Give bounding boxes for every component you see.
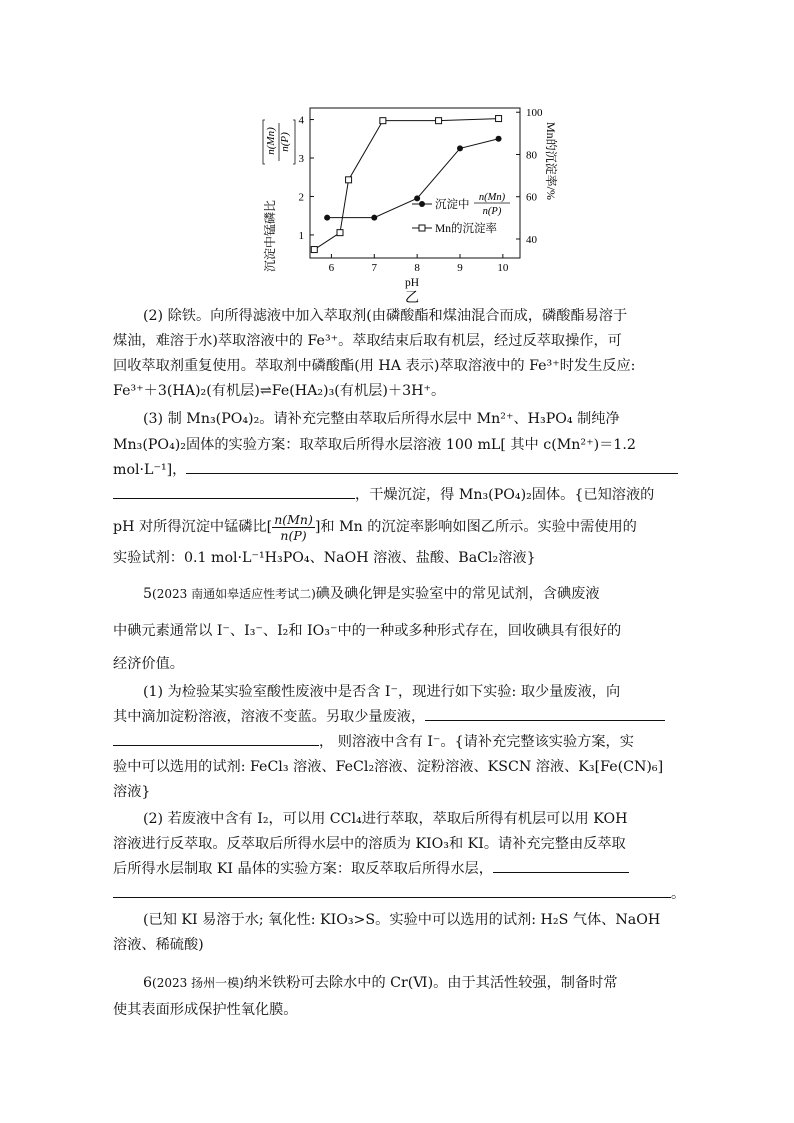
- left-axis-frac-num: n(Mn): [265, 127, 277, 155]
- legend-label-ratio: 沉淀中: [435, 199, 470, 211]
- x-axis-label: pH: [404, 277, 420, 289]
- q5-intro2: 中碘元素通常以 I⁻、I₃⁻、I₂和 IO₃⁻中的一种或多种形式存在，回收碘具有很好的: [113, 623, 622, 639]
- legend-label-rate: Mn的沉淀率: [435, 223, 497, 235]
- y-right-tick-label: 100: [526, 107, 543, 120]
- q4-part2-line1: (2) 除铁。向所得滤液中加入萃取剂(由磷酸酯和煤油混合而成，磷酸酯易溶于: [143, 308, 628, 324]
- y-left-tick-label: 2: [298, 191, 304, 204]
- answer-blank[interactable]: [186, 459, 678, 474]
- frac-denominator: n(P): [280, 527, 307, 543]
- data-point: [311, 247, 317, 253]
- q6-line1: 纳米铁粉可去除水中的 Cr(Ⅵ)。由于其活性较强，制备时常: [243, 975, 618, 991]
- data-point: [496, 116, 502, 122]
- q4-part3-line5-post: ]和 Mn 的沉淀率影响如图乙所示。实验中需使用的: [314, 519, 637, 535]
- answer-blank[interactable]: [493, 858, 629, 873]
- q4-part3-line4-text: ，干燥沉淀，得 Mn₃(PO₄)₂固体。{已知溶液的: [355, 487, 655, 503]
- q4-part2-line3: 回收萃取剂重复使用。萃取剂中磷酸酯(用 HA 表示)萃取溶液中的 Fe³⁺时发生反应:: [113, 358, 636, 374]
- q5-part1-line3-text: ， 则溶液中含有 I⁻。{请补充完整该实验方案，实: [319, 734, 634, 750]
- q4-part3-line3-text: mol·L⁻¹]，: [113, 462, 187, 478]
- q5-intro1: 碘及碘化钾是实验室中的常见试剂，含碘废液: [315, 586, 600, 602]
- q5-header: [113, 583, 713, 605]
- x-tick-label: 10: [497, 262, 509, 274]
- q6-source: (2023 扬州一模): [152, 976, 244, 990]
- mn-p-ratio-fraction: [272, 512, 315, 543]
- data-point: [436, 118, 442, 124]
- q6-header: [113, 972, 713, 994]
- q5-number: 5: [143, 586, 153, 602]
- data-point: [457, 145, 463, 151]
- q4-part3-line1: (3) 制 Mn₃(PO₄)₂。请补充完整由萃取后所得水层中 Mn²⁺、H₃PO₄ 制纯净: [143, 411, 620, 427]
- q5-part2-end: 。: [671, 886, 686, 902]
- q4-part3-line4: [113, 484, 683, 506]
- y-right-tick-label: 80: [526, 149, 537, 162]
- frac-numerator: n(Mn): [274, 511, 313, 527]
- q4-part2-line4: Fe³⁺＋3(HA)₂(有机层)⇌Fe(HA₂)₃(有机层)＋3H⁺。: [113, 383, 446, 399]
- q4-part3-line5-pre: pH 对所得沉淀中锰磷比[: [113, 519, 273, 535]
- q4-part3-line6: 实验试剂：0.1 mol·L⁻¹H₃PO₄、NaOH 溶液、盐酸、BaCl₂溶液}: [113, 550, 536, 566]
- q5-part2-note2: 溶液、稀硫酸): [113, 937, 204, 953]
- y-left-tick-label: 4: [298, 114, 304, 127]
- q5-part2-line1: (2) 若废液中含有 I₂，可以用 CCl₄进行萃取，萃取后所得有机层可以用 KOH: [143, 811, 628, 827]
- x-tick-label: 8: [414, 262, 420, 274]
- q5-part1-line1: (1) 为检验某实验室酸性废液中是否含 I⁻，现进行如下实验: 取少量废液，向: [143, 684, 621, 700]
- y-left-tick-label: 3: [298, 153, 304, 165]
- y-left-tick-label: 1: [298, 229, 304, 242]
- legend-marker-rate: [419, 225, 425, 231]
- axis-ticks: [299, 107, 544, 274]
- x-tick-label: 6: [328, 262, 335, 274]
- q5-part1-line5: 溶液}: [113, 784, 151, 800]
- q5-part2-note1: (已知 KI 易溶于水; 氧化性: KIO₃>S。实验中可以选用的试剂: H₂S 气体、NaOH: [143, 912, 661, 928]
- left-axis-label: [262, 120, 295, 272]
- x-tick-label: 9: [457, 262, 463, 274]
- q5-part2-line4: [113, 883, 686, 905]
- q5-intro3: 经济价值。: [113, 656, 184, 672]
- data-point: [346, 177, 352, 183]
- q4-part3-line3: [113, 459, 683, 481]
- q4-part3-line5: [113, 508, 683, 546]
- chart-caption: 乙: [405, 291, 419, 306]
- q5-part1-line2: [113, 706, 683, 728]
- data-point: [337, 230, 343, 236]
- data-point: [414, 195, 420, 201]
- left-axis-frac-den: n(P): [279, 132, 291, 152]
- q5-part1-line4: 验中可以选用的试剂: FeCl₃ 溶液、FeCl₂溶液、淀粉溶液、KSCN 溶液、K₃[Fe(CN)₆]: [113, 759, 664, 775]
- answer-blank[interactable]: [113, 484, 355, 499]
- legend-marker-ratio: [419, 201, 425, 207]
- q5-part2-line3: [113, 858, 683, 880]
- q5-source: (2023 南通如皋适应性考试二): [152, 587, 316, 601]
- q5-part2-line2: 溶液进行反萃取。反萃取后所得水层中的溶质为 KIO₃和 KI。请补充完整由反萃取: [113, 836, 626, 852]
- legend-frac-den: n(P): [482, 206, 502, 217]
- chart-figure: [262, 106, 558, 306]
- q5-part1-line2-text: 其中滴加淀粉溶液，溶液不变蓝。另取少量废液，: [113, 709, 426, 725]
- left-axis-label-prefix: 沉淀中锰磷比: [263, 199, 277, 273]
- data-point: [380, 118, 386, 124]
- y-right-tick-label: 60: [526, 191, 537, 204]
- right-axis-label: Mn的沉淀率/%: [544, 121, 558, 201]
- series-line-0: [327, 139, 498, 218]
- y-right-tick-label: 40: [526, 233, 537, 246]
- legend-frac-num: n(Mn): [478, 192, 506, 203]
- q5-part1-line3: [113, 731, 683, 753]
- answer-blank[interactable]: [113, 731, 319, 746]
- answer-blank[interactable]: [113, 883, 671, 898]
- data-point: [496, 136, 502, 142]
- q4-part3-line2: Mn₃(PO₄)₂固体的实验方案：取萃取后所得水层溶液 100 mL[ 其中 c(Mn²⁺)＝1.2: [113, 437, 636, 453]
- q6-line2: 使其表面形成保护性氧化膜。: [113, 1002, 298, 1018]
- q5-part2-line3-text: 后所得水层制取 KI 晶体的实验方案：取反萃取后所得水层，: [113, 861, 493, 877]
- data-point: [371, 215, 377, 221]
- q6-number: 6: [143, 975, 153, 991]
- x-tick-label: 7: [371, 262, 378, 274]
- data-point: [324, 215, 330, 221]
- answer-blank[interactable]: [425, 706, 665, 721]
- q4-part2-line2: 煤油，难溶于水)萃取溶液中的 Fe³⁺。萃取结束后取有机层，经过反萃取操作，可: [113, 333, 622, 349]
- legend: [412, 192, 510, 235]
